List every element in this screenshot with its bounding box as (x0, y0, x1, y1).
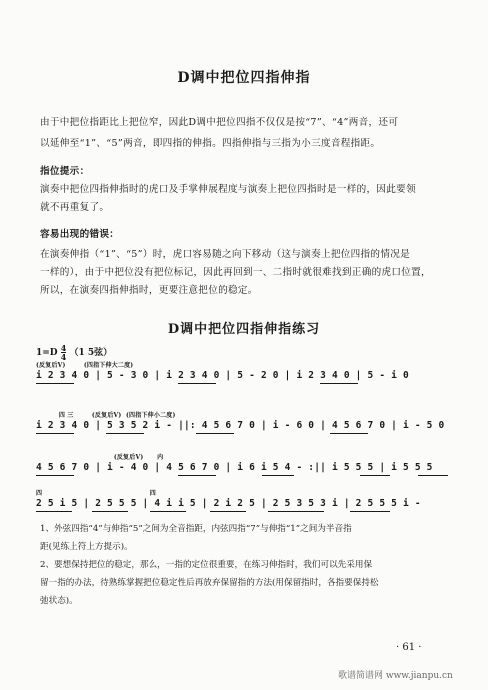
beam-line (330, 433, 368, 434)
beam-line (150, 511, 186, 512)
time-signature-top: 4 (60, 343, 67, 353)
beam-line (262, 475, 294, 476)
note-2-line-1: 2、要想保持把位的稳定，那么，一指的定位很重要，在练习伸指时，我们可以先采用保 (40, 560, 373, 570)
beam-line (360, 475, 390, 476)
score-row-2: i 2 3 4 0 | 5 3 5 2 i - ||: 4 5 6 7 0 | i - 6 0 | 4 5 6 7 0 | i - 5 0 (36, 420, 445, 431)
key-label: 1=D (36, 348, 58, 358)
beam-line (36, 433, 74, 434)
note-1-line-2: 距(见练上符上方提示)。 (40, 542, 133, 552)
time-signature-bottom: 4 (60, 352, 67, 362)
beam-line (350, 511, 390, 512)
page-title: D调中把位四指伸指 (177, 70, 311, 86)
page-number: · 61 · (396, 642, 422, 653)
watermark: 歌谱简谱网 www.jianpu.cn (338, 671, 453, 681)
section-finger-hint-heading: 指位提示： (40, 166, 90, 177)
beam-line (268, 511, 324, 512)
beam-line (92, 511, 128, 512)
time-signature (61, 344, 67, 361)
score-row-2-marks: 四 三 (反复后V) (四指下伸小二度) (36, 412, 176, 419)
section-finger-hint-line-1: 演奏中把位四指伸指时的虎口及手掌伸展程度与演奏上把位四指时是一样的，因此要领 (40, 184, 416, 195)
note-1-line-1: 1、外弦四指“4”与伸指“5”之间为全音指距，内弦四指“7”与伸指“1”之间为半音指 (40, 524, 352, 534)
note-2-line-3: 弛状态)。 (40, 596, 78, 606)
score-row-1: i 2 3 4 0 | 5 - 3 0 | i 2 3 4 0 | 5 - 2 0 | i 2 3 4 0 | 5 - i 0 (36, 370, 409, 381)
beam-line (106, 433, 144, 434)
key-signature (36, 344, 112, 361)
beam-line (178, 383, 216, 384)
section-common-errors-line-2: 一样的），由于中把位没有把位标记，因此再回到一、二指时就很难找到正确的虎口位置， (40, 267, 431, 278)
beam-line (320, 383, 358, 384)
intro-line-1: 由于中把位指距比上把位窄，因此D调中把位四指不仅仅是按“7”、“4”两音，还可 (40, 117, 399, 128)
section-finger-hint-line-2: 就不再重复了。 (40, 202, 110, 213)
beam-line (36, 383, 74, 384)
section-common-errors-line-1: 在演奏伸指（“1”、“5”）时，虎口容易随之向下移动（这与演奏上把位四指的情况是 (40, 249, 411, 260)
note-2-line-2: 留一指的办法，待熟练掌握把位稳定性后再放弃保留指的方法(用保留指时，各指要保持松 (40, 578, 379, 588)
score-row-3: 4 5 6 7 0 | i - 4 0 | 4 5 6 7 0 | i 6 i 5 4 - :|| i 5 5 5 | i 5 5 5 (36, 462, 433, 473)
beam-line (36, 475, 74, 476)
beam-line (196, 433, 234, 434)
score-row-3-marks: (反复后V) 内 (36, 454, 164, 461)
string-indication: （1 5弦） (69, 348, 113, 358)
intro-line-2: 以延伸至“1”、“5”两音，即四指的伸指。四指伸指与三指为小三度音程指距。 (40, 138, 381, 149)
score-row-4: 2 5 i 5 | 2 5 5 5 | 4 i i 5 | 2 i 2 5 | 2 5 3 5 3 i | 2 5 5 5 i - (36, 498, 421, 509)
beam-line (418, 475, 448, 476)
exercise-title: D调中把位四指伸指练习 (167, 322, 321, 337)
score-row-4-marks: 四 四 (36, 490, 156, 497)
beam-line (178, 475, 216, 476)
beam-line (210, 511, 246, 512)
section-common-errors-heading: 容易出现的错误： (40, 229, 120, 240)
score-row-1-marks: (反复后V) (四指下伸大二度) (36, 362, 134, 369)
beam-line (36, 511, 72, 512)
section-common-errors-line-3: 所以，在演奏四指伸指时，更要注意把位的稳定。 (40, 285, 258, 296)
